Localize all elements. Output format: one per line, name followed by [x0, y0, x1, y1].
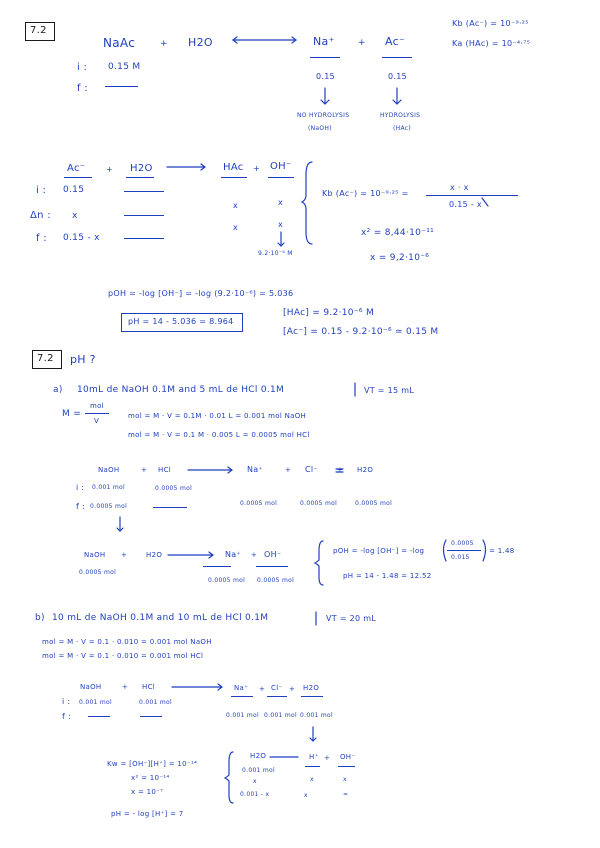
paren	[483, 540, 486, 561]
water-x: x	[343, 776, 347, 783]
part-b-text: 10 mL de NaOH 0.1M and 10 mL de HCl 0.1M	[52, 613, 269, 623]
product-hac: HAc	[223, 162, 244, 173]
delta-label: Δn :	[30, 210, 51, 221]
final-label: f :	[76, 502, 85, 511]
reactant-naoh: NaOH	[84, 551, 106, 559]
poh-calc: pOH = -log [OH⁻] = -log (9.2·10⁻⁶) = 5.036	[108, 289, 294, 298]
product-na: Na⁺	[247, 465, 264, 474]
hydrolysis-sub: (HAc)	[393, 125, 411, 132]
reactant-h2o: H2O	[188, 36, 213, 49]
water-x: x	[310, 776, 314, 783]
plus-sign: +	[324, 754, 331, 762]
poh-a-result: = 1.48	[489, 547, 515, 555]
product-h2o: H2O	[357, 466, 374, 474]
oh-result: 9.2·10⁻⁶ M	[258, 250, 293, 257]
brace	[302, 162, 312, 244]
moles-hcl-b: mol = M · V = 0.1 · 0.010 = 0.001 mol HCl	[42, 652, 204, 660]
water-final: 0.001 - x	[240, 791, 270, 798]
plus-sign: +	[259, 685, 266, 693]
initial-label: i :	[36, 185, 47, 196]
down-arrow	[117, 517, 123, 531]
x-value: x = 10⁻⁷	[131, 788, 164, 796]
reaction-arrow	[168, 552, 213, 558]
product-na: Na⁺	[225, 550, 242, 559]
kb-denominator: 0.15 - x	[449, 200, 482, 209]
x-value: x	[233, 223, 239, 232]
product-cl: Cl⁻	[305, 465, 318, 474]
plus-sign: +	[285, 466, 292, 474]
moles-naoh-b: mol = M · V = 0.1 · 0.010 = 0.001 mol NaOH	[42, 638, 212, 646]
final-value: 0.15 - x	[63, 233, 100, 243]
part-a-label: a)	[53, 385, 63, 395]
reaction-arrow	[167, 164, 205, 170]
x-value: x	[278, 198, 284, 207]
plus-sign: +	[251, 551, 258, 559]
x-value: x	[233, 201, 239, 210]
total-volume-a: VT = 15 mL	[364, 386, 415, 395]
reactant-naoh: NaOH	[98, 466, 120, 474]
initial-label: i :	[62, 697, 71, 706]
final-h2o: 0.0005 mol	[355, 500, 393, 507]
water-initial: 0.001 mol	[242, 767, 275, 774]
water-dash: =	[343, 791, 349, 798]
reactant-h2o: H2O	[146, 551, 163, 559]
molarity-denominator: V	[94, 417, 100, 425]
delta-value: x	[72, 211, 78, 221]
initial-value: 0.15	[63, 185, 85, 195]
product-h2o: H2O	[303, 684, 320, 692]
final-cl: 0.001 mol	[264, 712, 297, 719]
moles-hcl: mol = M · V = 0.1 M · 0.005 L = 0.0005 mol HCl	[128, 431, 310, 439]
oh-moles: 0.0005 mol	[257, 577, 295, 584]
poh-a-numerator: 0.0005	[451, 540, 474, 547]
x-result: x = 9,2·10⁻⁶	[370, 253, 430, 263]
hac-concentration: [HAc] = 9.2·10⁻⁶ M	[283, 308, 375, 318]
final-label: f :	[62, 712, 71, 721]
poh-a-calc: pOH = -log [OH⁻] = -log	[333, 547, 425, 555]
ph-a-result: pH = 14 - 1.48 = 12.52	[343, 572, 432, 580]
hydrolysis-label: HYDROLYSIS	[380, 112, 421, 119]
kb-value: Kb (Ac⁻) = 10⁻⁹·²⁵	[452, 19, 529, 28]
reactant-h2o: H2O	[130, 163, 153, 174]
plus-sign: +	[121, 551, 128, 559]
ka-value: Ka (HAc) = 10⁻⁴·⁷⁵	[452, 39, 531, 48]
problem-number: 7.2	[30, 25, 47, 36]
equals-sign	[336, 466, 344, 474]
plus-sign: +	[358, 38, 366, 48]
no-hydrolysis-label: NO HYDROLYSIS	[297, 112, 350, 119]
ph-b-result: pH = - log [H⁺] = 7	[111, 810, 184, 818]
plus-sign: +	[122, 683, 129, 691]
down-arrow	[310, 727, 316, 741]
ac-final-concentration: [Ac⁻] = 0.15 - 9.2·10⁻⁶ ≃ 0.15 M	[283, 327, 439, 337]
water-h: H⁺	[309, 753, 319, 761]
ph-result: pH = 14 - 5.036 = 8.964	[128, 317, 234, 326]
kb-numerator: x · x	[450, 183, 469, 192]
final-label: f :	[36, 233, 47, 244]
down-arrow	[321, 88, 329, 104]
reactant-ac: Ac⁻	[67, 163, 86, 174]
x-squared: x² = 10⁻¹⁴	[131, 774, 170, 782]
reactant-naoh: NaOH	[80, 683, 102, 691]
initial-naoh: 0.001 mol	[79, 699, 112, 706]
brace	[315, 541, 323, 585]
ac-concentration: 0.15	[388, 72, 408, 81]
strike	[482, 198, 488, 206]
final-label: f :	[77, 83, 88, 94]
reaction-arrow	[172, 684, 222, 690]
final-h2o: 0.001 mol	[300, 712, 333, 719]
question: pH ?	[70, 353, 96, 366]
reactant-hcl: HCl	[142, 683, 155, 691]
naoh-moles: 0.0005 mol	[79, 569, 117, 576]
kw-equation: Kw = [OH⁻][H⁺] = 10⁻¹⁴	[107, 760, 198, 768]
plus-sign: +	[160, 39, 168, 49]
water-final-x: x	[304, 792, 308, 799]
poh-a-denominator: 0.015	[451, 554, 470, 561]
part-b-label: b)	[35, 613, 45, 623]
na-concentration: 0.15	[316, 72, 336, 81]
plus-sign: +	[253, 164, 261, 173]
part-a-text: 10mL de NaOH 0.1M and 5 mL de HCl 0.1M	[77, 385, 285, 395]
paren	[444, 540, 447, 561]
initial-label: i :	[77, 62, 88, 73]
initial-hcl: 0.0005 mol	[155, 485, 193, 492]
reactant-naac: NaAc	[103, 36, 136, 50]
plus-sign: +	[106, 165, 114, 174]
total-volume-b: VT = 20 mL	[326, 614, 377, 623]
product-na: Na⁺	[313, 35, 335, 48]
reaction-arrow	[188, 467, 232, 473]
initial-value: 0.15 M	[108, 62, 141, 72]
x-squared-result: x² = 8,44·10⁻¹¹	[361, 228, 435, 238]
problem-number: 7.2	[37, 353, 54, 364]
brace	[225, 752, 233, 803]
plus-sign: +	[337, 466, 344, 474]
initial-hcl: 0.001 mol	[139, 699, 172, 706]
product-na: Na⁺	[234, 684, 249, 692]
initial-naoh: 0.001 mol	[92, 484, 125, 491]
water-h2o: H2O	[250, 752, 267, 760]
molarity-numerator: mol	[90, 402, 104, 410]
na-moles: 0.0005 mol	[208, 577, 246, 584]
final-na: 0.0005 mol	[240, 500, 278, 507]
water-delta: x	[253, 778, 257, 785]
molarity-label: M =	[62, 409, 82, 419]
down-arrow	[393, 88, 401, 104]
final-na: 0.001 mol	[226, 712, 259, 719]
plus-sign: +	[141, 466, 148, 474]
x-value: x	[278, 220, 284, 229]
product-cl: Cl⁻	[271, 684, 283, 692]
plus-sign: +	[289, 685, 296, 693]
no-hydrolysis-sub: (NaOH)	[308, 125, 332, 132]
product-ac: Ac⁻	[385, 35, 406, 48]
product-oh: OH⁻	[264, 550, 282, 559]
kb-equation: Kb (Ac⁻) = 10⁻⁹·²⁵ =	[322, 189, 409, 198]
down-arrow	[278, 232, 284, 246]
water-oh: OH⁻	[340, 753, 356, 761]
final-naoh: 0.0005 mol	[90, 503, 128, 510]
final-cl: 0.0005 mol	[300, 500, 338, 507]
product-oh: OH⁻	[270, 161, 292, 172]
reactant-hcl: HCl	[158, 466, 171, 474]
moles-naoh: mol = M · V = 0.1M · 0.01 L = 0.001 mol NaOH	[128, 412, 307, 420]
initial-label: i :	[76, 483, 85, 492]
